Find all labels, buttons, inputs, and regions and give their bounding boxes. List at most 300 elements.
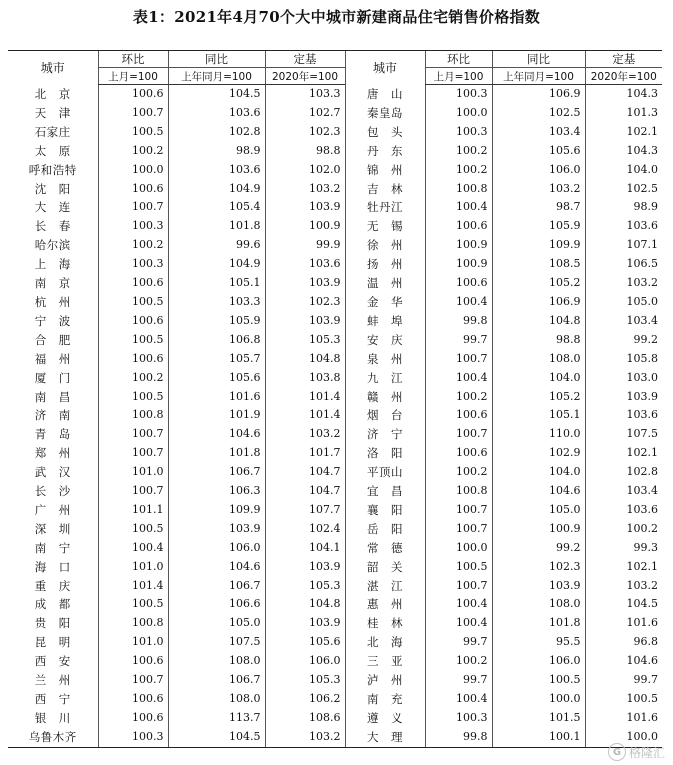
yoy-value-right: 102.3 [492,558,585,577]
yoy-value-left: 107.5 [168,633,265,652]
yoy-value-right: 106.0 [492,652,585,671]
price-index-table [8,50,662,748]
table-row [8,501,662,520]
fixed-value-right: 106.5 [585,255,662,274]
city-name-left: 兰 州 [34,673,71,688]
city-name-right: 泸 州 [345,671,425,690]
yoy-value-left: 106.7 [168,463,265,482]
fixed-value-right: 102.1 [585,444,662,463]
city-name-left: 哈尔滨 [34,238,71,253]
table-row [8,142,662,161]
city-name-right: 岳 阳 [345,520,425,539]
mom-value-right: 100.2 [425,161,492,180]
fixed-value-right: 104.3 [585,85,662,104]
fixed-value-right: 103.4 [585,482,662,501]
mom-value-right: 100.6 [425,217,492,236]
fixed-value-left: 103.9 [265,312,345,331]
fixed-value-left: 102.3 [265,293,345,312]
fixed-value-left: 105.3 [265,671,345,690]
city-name-left: 贵 阳 [34,616,71,631]
yoy-value-left: 106.7 [168,671,265,690]
yoy-value-left: 103.3 [168,293,265,312]
city-name-right: 遵 义 [345,709,425,728]
city-name-right: 安 庆 [345,331,425,350]
watermark [608,743,665,761]
fixed-value-left: 103.6 [265,255,345,274]
table-row [8,274,662,293]
table-row [8,633,662,652]
fixed-value-right: 96.8 [585,633,662,652]
mom-value-right: 100.4 [425,369,492,388]
fixed-value-right: 99.2 [585,331,662,350]
city-name-left: 乌鲁木齐 [8,728,98,747]
header-yoy-right: 同比 [492,51,585,68]
mom-value-left: 100.2 [98,142,168,161]
city-name-left: 上 海 [34,257,71,272]
mom-value-right: 100.9 [425,255,492,274]
mom-value-right: 100.0 [425,104,492,123]
city-name-right: 襄 阳 [345,501,425,520]
mom-value-right: 99.7 [425,671,492,690]
city-name-left: 西 安 [34,654,71,669]
mom-value-left: 100.0 [98,161,168,180]
fixed-value-right: 100.0 [585,728,662,747]
table-row [8,425,662,444]
yoy-value-left: 109.9 [168,501,265,520]
mom-value-left: 101.4 [98,577,168,596]
table-row [8,444,662,463]
city-name-right: 韶 关 [345,558,425,577]
mom-value-left: 100.2 [98,369,168,388]
fixed-value-right: 104.6 [585,652,662,671]
yoy-value-right: 105.0 [492,501,585,520]
table-row [8,369,662,388]
mom-value-right: 99.7 [425,633,492,652]
mom-value-right: 100.2 [425,652,492,671]
fixed-value-right: 101.6 [585,709,662,728]
fixed-value-left: 98.8 [265,142,345,161]
mom-value-right: 100.2 [425,142,492,161]
yoy-value-right: 109.9 [492,236,585,255]
mom-value-left: 100.6 [98,85,168,104]
table-row [8,463,662,482]
table-row [8,690,662,709]
fixed-value-left: 103.9 [265,274,345,293]
table-row [8,217,662,236]
fixed-value-right: 104.0 [585,161,662,180]
city-name-right: 九 江 [345,369,425,388]
header-yoy-base-right: 上年同月=100 [492,68,585,85]
yoy-value-left: 104.6 [168,558,265,577]
yoy-value-right: 100.1 [492,728,585,747]
mom-value-left: 100.8 [98,614,168,633]
yoy-value-right: 103.2 [492,180,585,199]
mom-value-left: 100.6 [98,312,168,331]
header-city-right: 城市 [345,51,425,85]
fixed-value-right: 107.1 [585,236,662,255]
city-name-right: 唐 山 [345,85,425,104]
mom-value-left: 100.2 [98,236,168,255]
mom-value-right: 100.6 [425,406,492,425]
fixed-value-left: 105.3 [265,577,345,596]
yoy-value-left: 102.8 [168,123,265,142]
fixed-value-right: 98.9 [585,198,662,217]
fixed-value-right: 99.3 [585,539,662,558]
fixed-value-left: 99.9 [265,236,345,255]
yoy-value-right: 104.6 [492,482,585,501]
mom-value-right: 100.7 [425,350,492,369]
mom-value-right: 100.4 [425,293,492,312]
yoy-value-right: 100.0 [492,690,585,709]
mom-value-left: 100.6 [98,180,168,199]
mom-value-right: 99.8 [425,312,492,331]
mom-value-right: 100.4 [425,198,492,217]
fixed-value-right: 100.2 [585,520,662,539]
mom-value-right: 100.7 [425,577,492,596]
city-name-right: 锦 州 [345,161,425,180]
city-name-left: 福 州 [34,351,71,366]
city-name-left: 南 昌 [34,389,71,404]
header-fixed-base-left: 2020年=100 [265,68,345,85]
mom-value-left: 100.6 [98,652,168,671]
yoy-value-right: 95.5 [492,633,585,652]
table-row [8,728,662,747]
fixed-value-right: 105.8 [585,350,662,369]
fixed-value-right: 103.9 [585,388,662,407]
fixed-value-left: 104.7 [265,463,345,482]
mom-value-left: 100.7 [98,425,168,444]
fixed-value-right: 102.1 [585,558,662,577]
fixed-value-left: 104.8 [265,595,345,614]
yoy-value-left: 103.9 [168,520,265,539]
header-fixed-left: 定基 [265,51,345,68]
mom-value-left: 101.1 [98,501,168,520]
mom-value-left: 100.7 [98,482,168,501]
mom-value-left: 100.5 [98,595,168,614]
yoy-value-right: 99.2 [492,539,585,558]
mom-value-left: 100.6 [98,690,168,709]
mom-value-right: 100.9 [425,236,492,255]
city-name-left: 合 肥 [34,332,71,347]
city-name-left: 青 岛 [34,427,71,442]
mom-value-right: 100.5 [425,558,492,577]
city-name-right: 桂 林 [345,614,425,633]
yoy-value-left: 104.9 [168,255,265,274]
city-name-right: 济 宁 [345,425,425,444]
table-row [8,236,662,255]
city-name-right: 温 州 [345,274,425,293]
city-name-right: 金 华 [345,293,425,312]
table-row [8,652,662,671]
fixed-value-left: 101.4 [265,406,345,425]
fixed-value-left: 101.4 [265,388,345,407]
table-row [8,331,662,350]
mom-value-left: 100.5 [98,520,168,539]
yoy-value-left: 106.7 [168,577,265,596]
mom-value-left: 101.0 [98,558,168,577]
yoy-value-right: 105.2 [492,388,585,407]
fixed-value-right: 105.0 [585,293,662,312]
mom-value-left: 100.7 [98,671,168,690]
fixed-value-left: 102.3 [265,123,345,142]
yoy-value-right: 108.5 [492,255,585,274]
city-name-right: 无 锡 [345,217,425,236]
city-name-left: 成 都 [34,597,71,612]
mom-value-left: 100.5 [98,388,168,407]
fixed-value-left: 102.4 [265,520,345,539]
table-row [8,388,662,407]
mom-value-left: 100.5 [98,331,168,350]
yoy-value-right: 108.0 [492,350,585,369]
fixed-value-right: 102.1 [585,123,662,142]
mom-value-left: 100.4 [98,539,168,558]
fixed-value-left: 105.6 [265,633,345,652]
yoy-value-left: 105.1 [168,274,265,293]
mom-value-left: 100.8 [98,406,168,425]
mom-value-right: 100.8 [425,482,492,501]
mom-value-left: 100.3 [98,255,168,274]
mom-value-left: 100.6 [98,709,168,728]
city-name-left: 呼和浩特 [28,162,77,177]
gelonghui-logo-icon: G [608,743,626,761]
city-name-right: 丹 东 [345,142,425,161]
fixed-value-left: 106.2 [265,690,345,709]
city-name-right: 宜 昌 [345,482,425,501]
header-city-left: 城市 [8,51,98,85]
fixed-value-right: 102.8 [585,463,662,482]
mom-value-right: 100.3 [425,123,492,142]
mom-value-left: 100.5 [98,293,168,312]
fixed-value-left: 106.0 [265,652,345,671]
mom-value-right: 100.7 [425,520,492,539]
fixed-value-right: 104.3 [585,142,662,161]
city-name-left: 海 口 [34,559,71,574]
table-row [8,293,662,312]
watermark-text: 格隆汇 [628,745,665,760]
city-name-left: 太 原 [34,143,71,158]
mom-value-right: 100.4 [425,595,492,614]
mom-value-right: 100.0 [425,539,492,558]
table-row [8,85,662,104]
fixed-value-left: 104.1 [265,539,345,558]
yoy-value-left: 106.0 [168,539,265,558]
table-row [8,350,662,369]
fixed-value-right: 101.6 [585,614,662,633]
table-row [8,312,662,331]
table-row [8,482,662,501]
city-name-right: 平顶山 [345,463,425,482]
city-name-left: 广 州 [34,502,71,517]
city-name-right: 常 德 [345,539,425,558]
yoy-value-left: 108.0 [168,690,265,709]
fixed-value-left: 103.3 [265,85,345,104]
mom-value-right: 100.6 [425,274,492,293]
yoy-value-right: 110.0 [492,425,585,444]
mom-value-left: 100.6 [98,274,168,293]
city-name-left: 南 宁 [34,540,71,555]
yoy-value-right: 98.7 [492,198,585,217]
table-row [8,123,662,142]
yoy-value-left: 108.0 [168,652,265,671]
fixed-value-left: 103.8 [265,369,345,388]
fixed-value-right: 101.3 [585,104,662,123]
city-name-left: 厦 门 [34,370,71,385]
city-name-left: 郑 州 [34,446,71,461]
mom-value-right: 100.4 [425,614,492,633]
city-name-right: 惠 州 [345,595,425,614]
table-row [8,595,662,614]
mom-value-right: 100.2 [425,388,492,407]
fixed-value-right: 100.5 [585,690,662,709]
city-name-left: 长 沙 [34,484,71,499]
yoy-value-right: 106.0 [492,161,585,180]
yoy-value-right: 103.4 [492,123,585,142]
yoy-value-left: 113.7 [168,709,265,728]
fixed-value-left: 100.9 [265,217,345,236]
city-name-right: 包 头 [345,123,425,142]
city-name-left: 南 京 [34,276,71,291]
fixed-value-left: 108.6 [265,709,345,728]
table-row [8,180,662,199]
mom-value-left: 100.7 [98,104,168,123]
table-row [8,104,662,123]
fixed-value-left: 102.0 [265,161,345,180]
fixed-value-left: 102.7 [265,104,345,123]
city-name-right: 泉 州 [345,350,425,369]
table-row [8,161,662,180]
table-row [8,614,662,633]
yoy-value-left: 103.6 [168,104,265,123]
fixed-value-right: 99.7 [585,671,662,690]
yoy-value-left: 103.6 [168,161,265,180]
city-name-right: 徐 州 [345,236,425,255]
yoy-value-left: 98.9 [168,142,265,161]
mom-value-right: 99.7 [425,331,492,350]
city-name-left: 杭 州 [34,294,71,309]
yoy-value-left: 106.6 [168,595,265,614]
fixed-value-right: 103.4 [585,312,662,331]
yoy-value-right: 105.9 [492,217,585,236]
table-row [8,198,662,217]
mom-value-left: 100.3 [98,217,168,236]
city-name-left: 西 宁 [34,692,71,706]
yoy-value-left: 104.9 [168,180,265,199]
yoy-value-right: 104.0 [492,463,585,482]
fixed-value-left: 103.9 [265,558,345,577]
table-row [8,671,662,690]
city-name-left: 济 南 [34,408,71,423]
table-row [8,520,662,539]
mom-value-right: 100.2 [425,463,492,482]
city-name-right: 扬 州 [345,255,425,274]
table-row [8,255,662,274]
city-name-left: 天 津 [34,105,71,120]
fixed-value-right: 103.2 [585,274,662,293]
yoy-value-right: 103.9 [492,577,585,596]
fixed-value-left: 103.9 [265,614,345,633]
mom-value-left: 100.7 [98,444,168,463]
header-yoy-base-left: 上年同月=100 [168,68,265,85]
fixed-value-left: 104.8 [265,350,345,369]
header-mom-base-right: 上月=100 [425,68,492,85]
table-row [8,406,662,425]
yoy-value-right: 102.5 [492,104,585,123]
mom-value-right: 100.4 [425,690,492,709]
yoy-value-right: 104.8 [492,312,585,331]
mom-value-right: 100.6 [425,444,492,463]
mom-value-left: 100.3 [98,728,168,747]
yoy-value-right: 101.8 [492,614,585,633]
yoy-value-left: 101.9 [168,406,265,425]
city-name-right: 吉 林 [345,180,425,199]
yoy-value-right: 101.5 [492,709,585,728]
fixed-value-right: 102.5 [585,180,662,199]
yoy-value-right: 105.6 [492,142,585,161]
city-name-right: 蚌 埠 [345,312,425,331]
city-name-left: 昆 明 [34,635,71,650]
fixed-value-right: 107.5 [585,425,662,444]
header-fixed-right: 定基 [585,51,662,68]
yoy-value-left: 105.9 [168,312,265,331]
city-name-left: 深 圳 [34,521,71,536]
yoy-value-left: 105.4 [168,198,265,217]
mom-value-right: 100.7 [425,425,492,444]
fixed-value-right: 103.6 [585,501,662,520]
city-name-left: 石家庄 [34,124,71,139]
yoy-value-left: 105.6 [168,369,265,388]
city-name-left: 银 川 [34,710,71,725]
mom-value-left: 100.5 [98,123,168,142]
city-name-right: 赣 州 [345,388,425,407]
fixed-value-left: 105.3 [265,331,345,350]
city-name-right: 洛 阳 [345,444,425,463]
yoy-value-right: 98.8 [492,331,585,350]
fixed-value-left: 103.2 [265,425,345,444]
yoy-value-left: 104.5 [168,85,265,104]
fixed-value-left: 103.2 [265,728,345,747]
yoy-value-right: 106.9 [492,293,585,312]
yoy-value-right: 104.0 [492,369,585,388]
yoy-value-left: 104.5 [168,728,265,747]
city-name-left: 武 汉 [34,465,71,480]
city-name-left: 重 庆 [34,578,71,593]
yoy-value-right: 106.9 [492,85,585,104]
table-title: 表1：2021年4月70个大中城市新建商品住宅销售价格指数 [132,8,541,26]
city-name-right: 湛 江 [345,577,425,596]
city-name-right: 北 海 [345,633,425,652]
mom-value-left: 101.0 [98,463,168,482]
fixed-value-left: 107.7 [265,501,345,520]
yoy-value-right: 102.9 [492,444,585,463]
mom-value-right: 100.7 [425,501,492,520]
header-mom-base-left: 上月=100 [98,68,168,85]
city-name-right: 大 理 [345,728,425,747]
yoy-value-left: 106.3 [168,482,265,501]
city-name-left: 宁 波 [34,313,71,328]
mom-value-left: 100.6 [98,350,168,369]
table-row [8,539,662,558]
fixed-value-left: 103.2 [265,180,345,199]
yoy-value-left: 105.0 [168,614,265,633]
header-mom-right: 环比 [425,51,492,68]
yoy-value-left: 105.7 [168,350,265,369]
header-yoy-left: 同比 [168,51,265,68]
table-row [8,577,662,596]
mom-value-right: 99.8 [425,728,492,747]
city-name-left: 长 春 [34,219,71,234]
city-name-right: 秦皇岛 [345,104,425,123]
yoy-value-left: 101.8 [168,444,265,463]
